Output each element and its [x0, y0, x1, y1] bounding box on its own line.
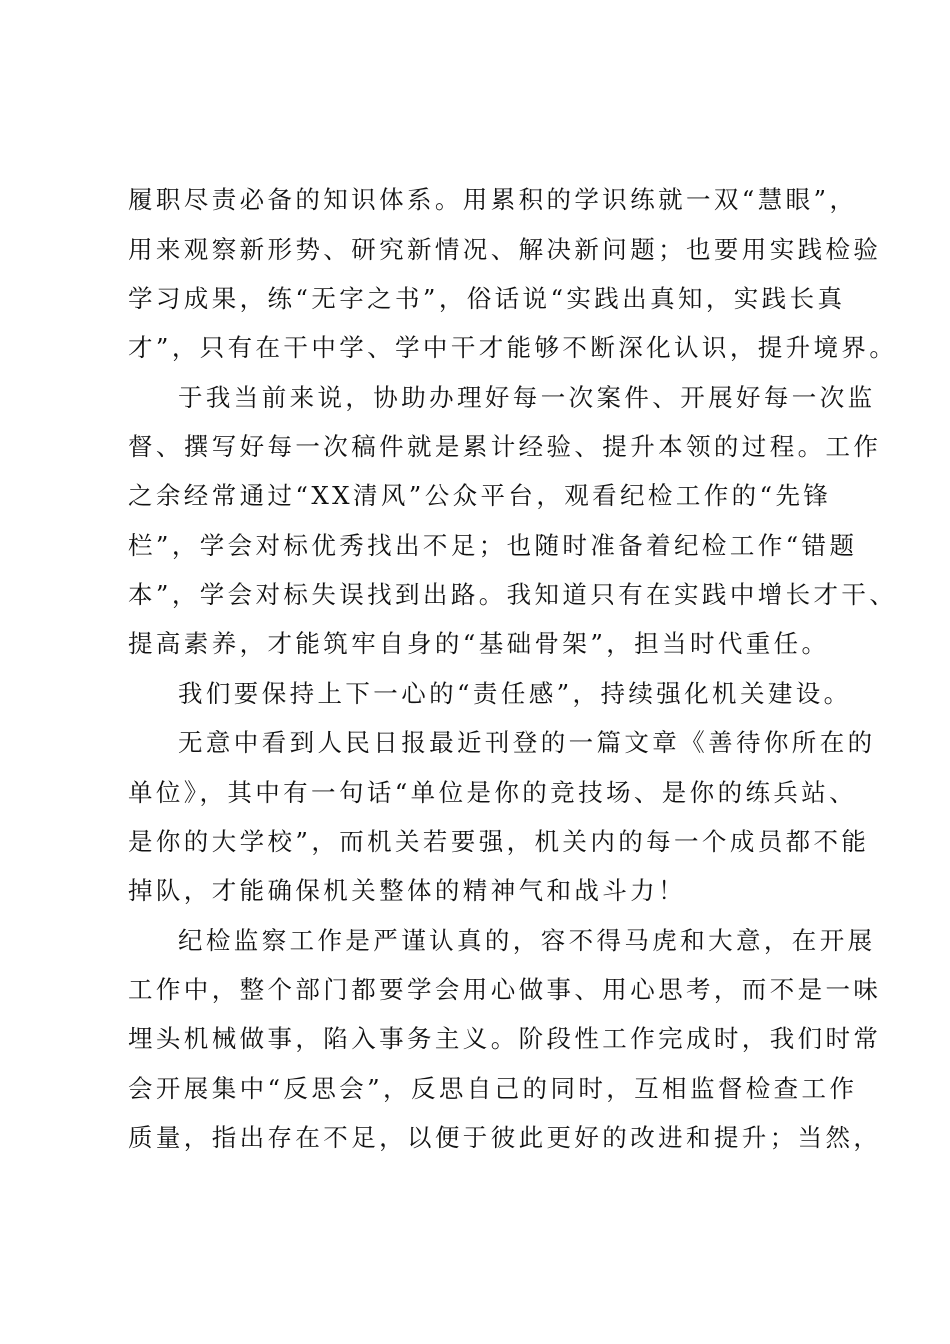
text-line: 单位》，其中有一句话“单位是你的竞技场、是你的练兵站、	[128, 778, 858, 807]
paragraph-first-line: 纪检监察工作是严谨认真的，容不得马虎和大意，在开展	[178, 926, 876, 955]
text-line: 质量，指出存在不足，以便于彼此更好的改进和提升；当然，	[128, 1123, 882, 1152]
text-line: 是你的大学校”，而机关若要强，机关内的每一个成员都不能	[128, 827, 870, 856]
text-line: 工作中，整个部门都要学会用心做事、用心思考，而不是一味	[128, 975, 882, 1004]
text-line: 履职尽责必备的知识体系。用累积的学识练就一双“慧眼”，	[128, 185, 858, 214]
text-line: 之余经常通过“XX清风”公众平台，观看纪检工作的“先锋	[128, 481, 832, 510]
paragraph-first-line: 于我当前来说，协助办理好每一次案件、开展好每一次监	[178, 383, 876, 412]
text-line: 掉队，才能确保机关整体的精神气和战斗力！	[128, 876, 686, 905]
paragraph-first-line: 无意中看到人民日报最近刊登的一篇文章《善待你所在的	[178, 728, 876, 757]
text-line: 才”，只有在干中学、学中干才能够不断深化认识，提升境界。	[128, 333, 898, 362]
text-line: 栏”，学会对标优秀找出不足；也随时准备着纪检工作“错题	[128, 531, 858, 560]
text-line: 学习成果，练“无字之书”，俗话说“实践出真知，实践长真	[128, 284, 846, 313]
text-line: 埋头机械做事，陷入事务主义。阶段性工作完成时，我们时常	[128, 1024, 882, 1053]
text-line: 督、撰写好每一次稿件就是累计经验、提升本领的过程。工作	[128, 432, 882, 461]
text-line: 用来观察新形势、研究新情况、解决新问题；也要用实践检验	[128, 235, 882, 264]
text-line: 本”，学会对标失误找到出路。我知道只有在实践中增长才干、	[128, 580, 898, 609]
text-line: 会开展集中“反思会”，反思自己的同时，互相监督检查工作	[128, 1074, 858, 1103]
text-line: 提高素养，才能筑牢自身的“基础骨架”，担当时代重任。	[128, 629, 830, 658]
section-heading-line: 我们要保持上下一心的“责任感”，持续强化机关建设。	[178, 679, 852, 708]
